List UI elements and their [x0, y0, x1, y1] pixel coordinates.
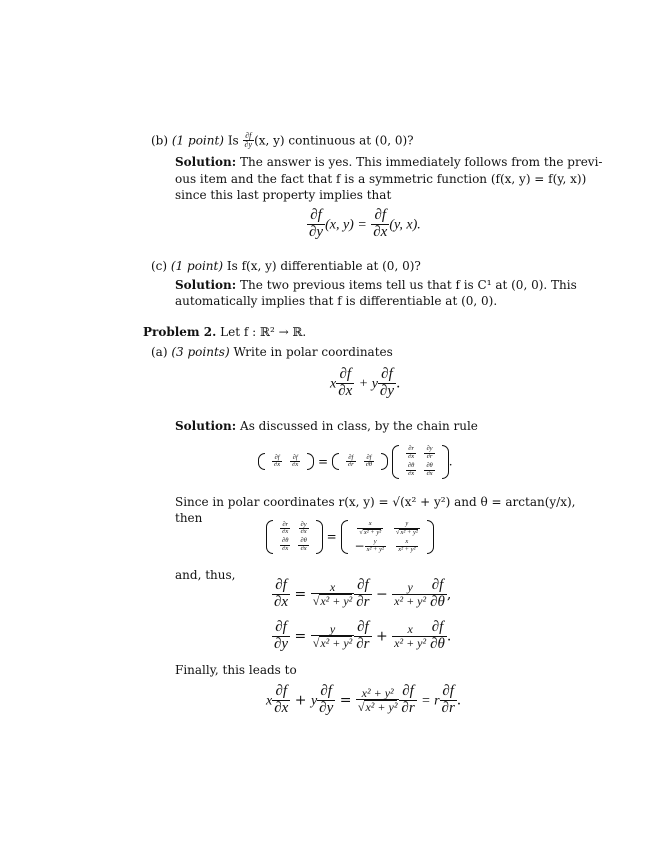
frac-den: ∂x — [408, 469, 415, 477]
frac-num: y — [365, 539, 386, 547]
equals: = — [294, 628, 307, 645]
frac-num: ∂f — [428, 578, 447, 595]
gradient-xy-row — [258, 453, 314, 470]
item-b-points: (1 point) — [171, 133, 224, 148]
frac-den: ∂x — [274, 461, 281, 469]
frac-num: ∂f — [378, 367, 396, 384]
radicand: x² + y² — [363, 528, 382, 536]
jacobian-matrix — [392, 445, 449, 479]
solution-text: As discussed in class, by the chain rule — [240, 419, 478, 433]
period: . — [456, 692, 462, 709]
since-line1 — [175, 494, 575, 510]
and-thus-line — [175, 567, 235, 583]
coef-x: x — [266, 693, 273, 709]
frac-fr — [354, 578, 371, 611]
frac-fy — [290, 455, 300, 470]
frac-fy — [272, 620, 290, 653]
frac-num: ∂f — [399, 684, 416, 701]
frac-thy — [298, 538, 308, 553]
frac-x-over-r — [311, 581, 355, 608]
frac-num: ∂f — [354, 578, 371, 595]
frac-den: ∂y — [309, 223, 324, 240]
lhs-frac — [307, 208, 325, 241]
frac-den: √x² + y² — [312, 636, 353, 651]
frac-fr — [354, 620, 371, 653]
since-line2 — [175, 510, 202, 526]
frac-yx — [299, 522, 309, 537]
frac-den: √x² + y² — [395, 528, 418, 536]
frac-fx — [272, 684, 290, 717]
frac-den: ∂y — [274, 635, 289, 652]
frac-num: ∂f — [336, 367, 354, 384]
solution-text: The answer is yes. This immediately follows from the previ- — [240, 155, 603, 169]
part-a-label: (a) — [151, 345, 168, 359]
frac-num: x — [396, 539, 417, 547]
frac-num: ∂f — [317, 684, 335, 701]
item-b-question-post: (x, y) continuous at (0, 0)? — [254, 133, 414, 148]
comma: , — [446, 586, 452, 603]
radicand: x² + y² — [320, 594, 353, 609]
frac-den: ∂x — [274, 699, 289, 716]
item-c-points: (1 point) — [170, 259, 224, 273]
frac-rx — [406, 446, 416, 461]
finally-line — [175, 662, 297, 678]
plus: + — [294, 692, 307, 709]
frac-den: ∂r — [347, 461, 354, 469]
solution-text: automatically implies that f is differentiable at (0, 0). — [175, 294, 498, 308]
frac-num: ∂y — [300, 520, 307, 528]
frac-den: ∂x — [292, 461, 299, 469]
frac-num: ∂θ — [407, 462, 415, 469]
frac-den: ∂r — [356, 593, 370, 610]
frac-ftheta — [428, 578, 447, 611]
frac-den: ∂x — [282, 528, 289, 536]
item-b-solution-line3 — [175, 187, 391, 203]
frac-den: ∂x — [426, 469, 433, 477]
frac-y-over-r — [311, 623, 355, 650]
frac-num: ∂f — [243, 132, 255, 141]
item-b-solution-line2 — [175, 171, 586, 187]
solution-text: ous item and the fact that f is a symmetric function (f(x, y) = f(y, x)) — [175, 172, 587, 186]
equals-r: = r — [421, 693, 440, 709]
gradient-rtheta-row — [332, 453, 388, 470]
frac-thx — [406, 463, 416, 478]
frac-den: ∂x — [338, 382, 353, 399]
item-b-partial-frac — [243, 132, 255, 150]
frac-den: ∂r — [426, 453, 433, 460]
frac-num: ∂f — [371, 208, 389, 225]
frac-den: √x² + y² — [357, 700, 398, 715]
frac-den: ∂θ — [430, 635, 445, 652]
jacobian-values-equation — [266, 520, 434, 554]
frac-den: √x² + y² — [359, 528, 382, 536]
frac-num: x² + y² — [356, 687, 400, 701]
part-a-points: (3 points) — [171, 345, 230, 359]
frac-den: ∂x — [282, 545, 289, 553]
frac-num: ∂f — [272, 455, 282, 463]
frac-fr — [346, 455, 356, 470]
chain-rule-equation — [258, 445, 453, 479]
frac-num: y — [392, 581, 428, 595]
minus-sign: − — [354, 538, 365, 553]
period: . — [448, 454, 453, 469]
frac-den: ∂θ — [365, 461, 373, 469]
frac-num: ∂f — [272, 620, 290, 637]
coef-y: y — [310, 693, 318, 709]
frac-den: ∂y — [319, 699, 334, 716]
equals: = — [339, 692, 352, 709]
problem-2a-solution-line1 — [175, 418, 478, 434]
frac-ftheta — [428, 620, 447, 653]
frac-num: ∂f — [364, 455, 374, 463]
rhs-frac — [371, 208, 389, 241]
frac-num: ∂f — [440, 684, 457, 701]
frac-den: x² + y² — [394, 635, 427, 650]
problem-statement: Let f : ℝ² → ℝ. — [220, 325, 307, 339]
expr-end: . — [396, 375, 401, 392]
frac-x-over-r2 — [396, 539, 417, 554]
item-b-question — [151, 132, 414, 150]
frac-fr — [440, 684, 457, 717]
frac-num: ∂y — [426, 445, 433, 453]
equals: = — [294, 586, 307, 603]
frac-den: ∂y — [379, 382, 394, 399]
frac-num: ∂f — [272, 684, 290, 701]
frac-r2-over-r — [356, 687, 400, 714]
frac-den: ∂r — [401, 699, 415, 716]
frac-den: ∂x — [300, 545, 307, 553]
frac-fx — [272, 578, 290, 611]
frac-fr — [399, 684, 416, 717]
frac-num: y — [311, 623, 355, 637]
frac-num: ∂r — [406, 446, 416, 454]
frac-fy — [317, 684, 335, 717]
item-c-question — [151, 258, 421, 274]
frac-den: ∂x — [274, 593, 289, 610]
solution-label: Solution: — [175, 155, 237, 169]
frac-y-over-r — [394, 521, 420, 537]
problem-2a-question — [151, 344, 393, 360]
frac-y-over-r2 — [365, 539, 386, 554]
frac-num: ∂θ — [282, 537, 289, 545]
finally-text: Finally, this leads to — [175, 663, 297, 677]
item-b-symmetry-equation — [307, 208, 421, 241]
frac-x-over-r2 — [392, 623, 428, 649]
frac-den: ∂θ — [430, 593, 445, 610]
jacobian-symbolic — [266, 520, 323, 554]
radicand: x² + y² — [365, 700, 398, 715]
frac-den: √x² + y² — [312, 594, 353, 609]
frac-y-over-r2 — [392, 581, 428, 607]
frac-den: ∂r — [441, 699, 455, 716]
frac-num: x — [392, 623, 428, 637]
final-result-equation — [266, 684, 461, 717]
frac-num: x — [357, 521, 383, 529]
frac-fy — [378, 367, 396, 400]
plus: + — [375, 628, 388, 645]
solution-label: Solution: — [175, 419, 237, 433]
frac-den: x² + y² — [398, 545, 416, 553]
expression-to-convert — [330, 367, 400, 400]
item-b-question-pre: Is — [227, 133, 239, 148]
item-c-label: (c) — [151, 259, 168, 273]
frac-num: ∂r — [280, 522, 290, 530]
frac-thy — [424, 463, 434, 478]
frac-num: ∂f — [354, 620, 371, 637]
item-c-question-text: Is f(x, y) differentiable at (0, 0)? — [226, 259, 421, 273]
solution-label: Solution: — [175, 278, 237, 292]
expr-plus: + y — [358, 376, 378, 392]
rhs-args: (y, x). — [389, 217, 421, 233]
period: . — [446, 628, 452, 645]
frac-num: x — [311, 581, 355, 595]
frac-num: ∂f — [307, 208, 325, 225]
solution-text: since this last property implies that — [175, 188, 392, 202]
frac-x-over-r — [357, 521, 383, 537]
problem-2-heading — [143, 324, 306, 340]
frac-den: ∂r — [356, 635, 370, 652]
and-thus-text: and, thus, — [175, 568, 236, 582]
frac-den: ∂x — [373, 223, 388, 240]
frac-num: ∂θ — [300, 537, 307, 545]
solution-text: The two previous items tell us that f is C¹ at (0, 0). This — [240, 278, 577, 292]
lhs-args: (x, y) = — [325, 217, 367, 233]
frac-rx — [280, 522, 290, 537]
equals: = — [318, 454, 329, 469]
frac-thx — [280, 538, 290, 553]
frac-num: ∂θ — [426, 462, 433, 469]
frac-num: y — [394, 521, 420, 529]
equals: = — [326, 529, 337, 544]
df-dx-equation — [272, 578, 451, 611]
item-c-solution-line1 — [175, 277, 577, 293]
frac-num: ∂f — [290, 455, 300, 463]
frac-ftheta — [364, 455, 374, 470]
jacobian-explicit — [341, 520, 434, 554]
radicand: x² + y² — [320, 636, 353, 651]
since-text: Since in polar coordinates r(x, y) = √(x² + y²) and θ = arctan(y/x), — [175, 495, 576, 509]
problem-label: Problem 2. — [143, 325, 217, 339]
item-c-solution-line2 — [175, 293, 497, 309]
frac-num: ∂f — [346, 455, 356, 463]
frac-num: ∂f — [272, 578, 290, 595]
frac-num: ∂f — [428, 620, 447, 637]
frac-yx — [424, 446, 434, 461]
df-dy-equation — [272, 620, 451, 653]
frac-fx — [272, 455, 282, 470]
since-text: then — [175, 511, 203, 525]
frac-den: ∂x — [408, 453, 415, 460]
part-a-text: Write in polar coordinates — [233, 345, 393, 359]
frac-den: ∂x — [300, 528, 307, 536]
minus: − — [375, 586, 388, 603]
item-b-solution-line1 — [175, 154, 602, 170]
radicand: x² + y² — [400, 528, 418, 536]
item-b-label: (b) — [151, 133, 169, 148]
frac-den: x² + y² — [394, 593, 427, 608]
expr-x: x — [330, 376, 337, 392]
frac-den: ∂y — [244, 140, 253, 150]
frac-fx — [336, 367, 354, 400]
frac-den: x² + y² — [366, 545, 384, 553]
